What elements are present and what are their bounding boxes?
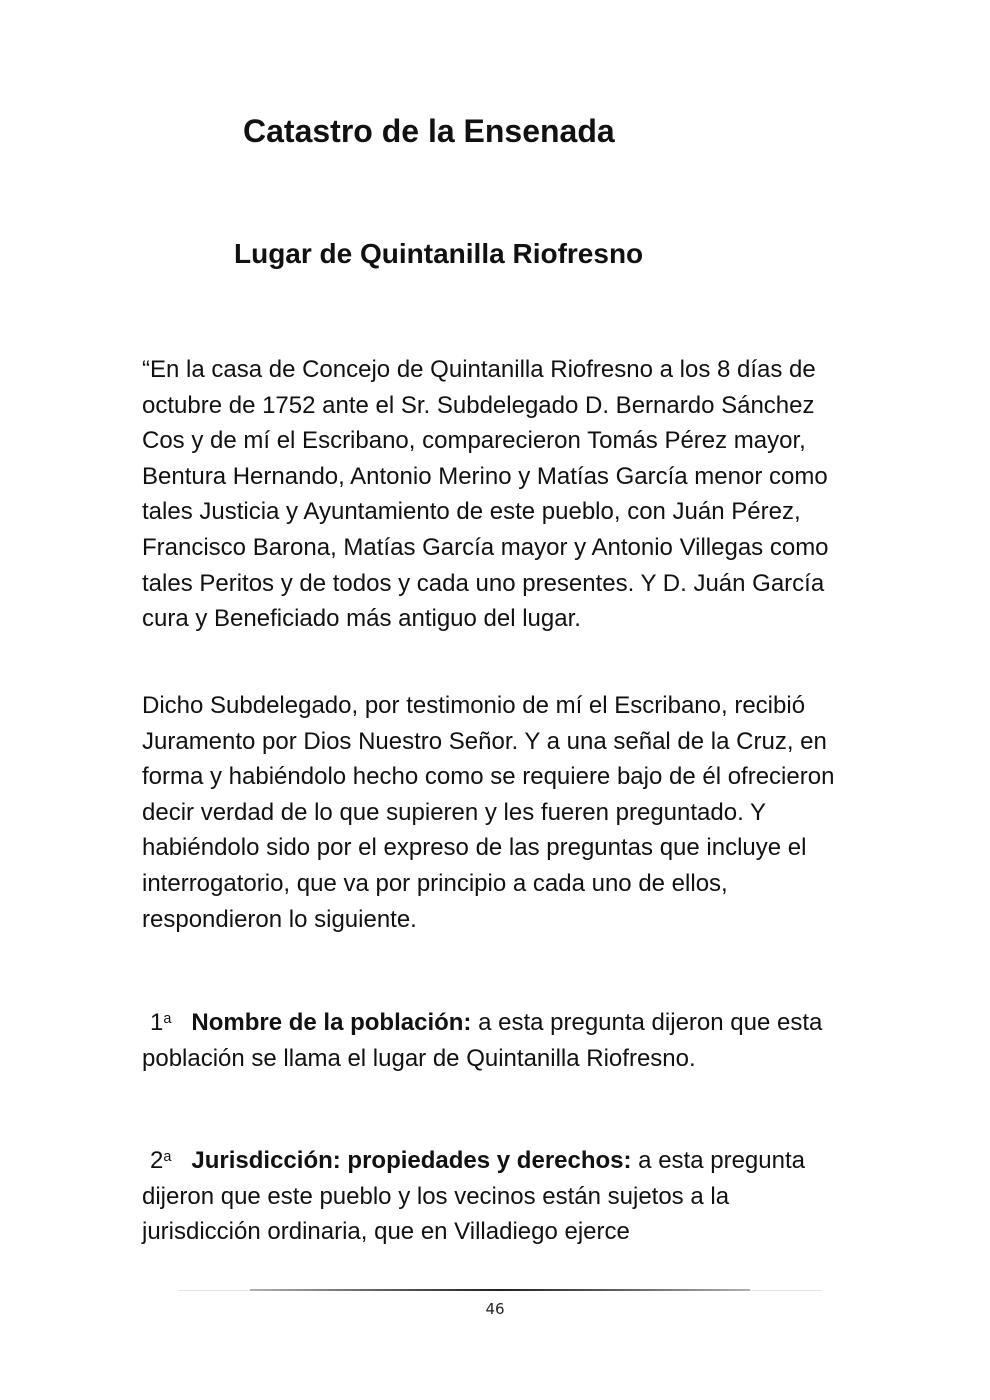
question-1 [142, 1002, 842, 1076]
question-number: 1$^a$ [150, 1009, 172, 1037]
question-label: Jurisdicción: propiedades y derechos: [191, 1147, 632, 1175]
document-subtitle: Lugar de Quintanilla Riofresno [234, 238, 644, 269]
page-number: 46 [485, 1300, 505, 1318]
paragraph-oath: Dicho Subdelegado, por testimonio de mí el Escribano, recibió Juramento por Dios Nuestro Señor. Y a una señal de la Cruz, en forma y habiéndolo hecho como se requiere bajo de él ofrecieron decir verdad de lo que supieren y les fueren preguntado. Y habiéndolo sido por el expreso de las preguntas que incluye el interrogatorio, que va por principio a cada uno de ellos, respondieron lo siguiente. [142, 692, 835, 933]
document-title: Catastro de la Ensenada [243, 113, 615, 149]
question-answer: a esta pregunta dijeron que esta población se llama el lugar de Quintanilla Riofresno. [142, 1009, 823, 1072]
question-label: Nombre de la población: [191, 1009, 472, 1037]
question-answer: a esta pregunta dijeron que este pueblo y los vecinos están sujetos a la jurisdicción ordinaria, que en Villadiego ejerce [142, 1147, 805, 1246]
footer-divider-accent [250, 1289, 750, 1291]
paragraph-opening: “En la casa de Concejo de Quintanilla Riofresno a los 8 días de octubre de 1752 ante el Sr. Subdelegado D. Bernardo Sánchez Cos y de mí el Escribano, comparecieron Tomás Pérez mayor, Bentura Hernando, Antonio Merino y Matías García menor como tales Justicia y Ayuntamiento de este pueblo, con Juán Pérez, Francisco Barona, Matías García mayor y Antonio Villegas como tales Peritos y de todos y cada uno presentes. Y D. Juán García cura y Beneficiado más antiguo del lugar. [142, 356, 829, 633]
question-number: 2$^a$ [150, 1147, 172, 1175]
question-2 [142, 1140, 842, 1250]
